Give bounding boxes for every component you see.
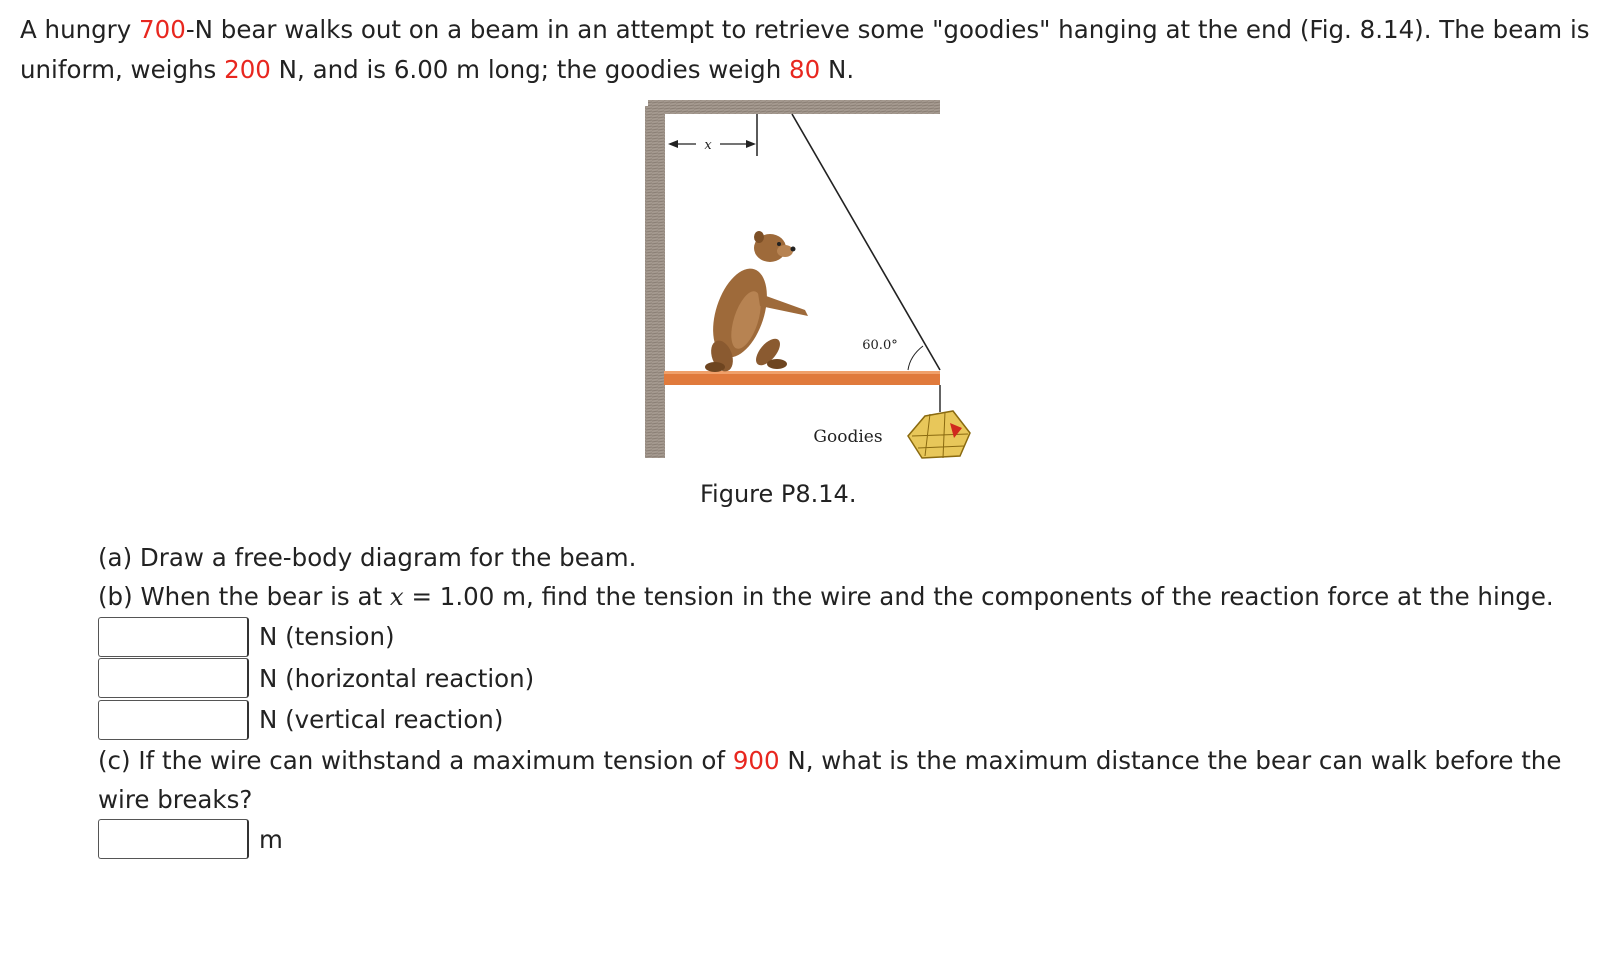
question-c-text-1: (c) If the wire can withstand a maximum tension of <box>98 745 733 775</box>
figure-svg <box>640 98 980 468</box>
answer-row-distance <box>98 819 1598 861</box>
beam-highlight <box>664 371 940 374</box>
question-b <box>98 577 1598 616</box>
question-c-text-2: N, what is the maximum distance the bear can walk before the wire breaks? <box>98 745 1562 814</box>
vertical-reaction-input[interactable] <box>98 700 249 740</box>
x-arrowhead-right <box>746 140 756 148</box>
bear-weight-value: 700 <box>139 15 186 44</box>
x-arrowhead-left <box>668 140 678 148</box>
goodies-label: Goodies <box>813 427 883 447</box>
tension-unit: N (tension) <box>259 622 395 652</box>
goodies-weight-value: 80 <box>789 55 821 84</box>
questions-section <box>98 538 1598 860</box>
figure-caption: Figure P8.14. <box>700 480 857 508</box>
question-a: (a) Draw a free-body diagram for the beam. <box>98 543 637 572</box>
answer-row-horizontal <box>98 658 1598 700</box>
max-distance-input[interactable] <box>98 819 249 859</box>
question-b-text-2: = 1.00 m, find the tension in the wire and the components of the reaction force at the hinge. <box>403 582 1554 611</box>
question-b-variable: x <box>389 582 404 611</box>
x-label: x <box>704 138 712 153</box>
answer-row-vertical <box>98 699 1598 741</box>
wire <box>792 114 940 370</box>
question-b-text-1: (b) When the bear is at <box>98 582 390 611</box>
figure-bear-beam <box>640 98 980 468</box>
horizontal-reaction-unit: N (horizontal reaction) <box>259 663 535 693</box>
intro-text-4: N. <box>820 55 855 84</box>
ceiling <box>648 100 940 114</box>
wall <box>645 106 665 458</box>
intro-text-1: A hungry <box>20 15 140 44</box>
beam-weight-value: 200 <box>224 55 271 84</box>
answer-row-tension <box>98 616 1598 658</box>
tension-input[interactable] <box>98 617 249 657</box>
horizontal-reaction-input[interactable] <box>98 658 249 698</box>
bear-icon <box>703 231 808 374</box>
angle-label: 60.0° <box>862 338 898 353</box>
intro-text-2: -N bear walks out on a beam in an attempt to retrieve some "goodies" hanging at the end (Fig. 8.14). The beam is uniform, weighs <box>20 15 1590 84</box>
goodies-basket-icon <box>908 411 970 458</box>
intro-text-3: N, and is 6.00 m long; the goodies weigh <box>270 55 790 84</box>
angle-arc <box>908 346 923 370</box>
max-tension-value: 900 <box>732 745 780 775</box>
question-c <box>98 741 1598 819</box>
max-distance-unit: m <box>259 824 283 854</box>
vertical-reaction-unit: N (vertical reaction) <box>259 705 504 735</box>
problem-statement <box>20 10 1610 90</box>
